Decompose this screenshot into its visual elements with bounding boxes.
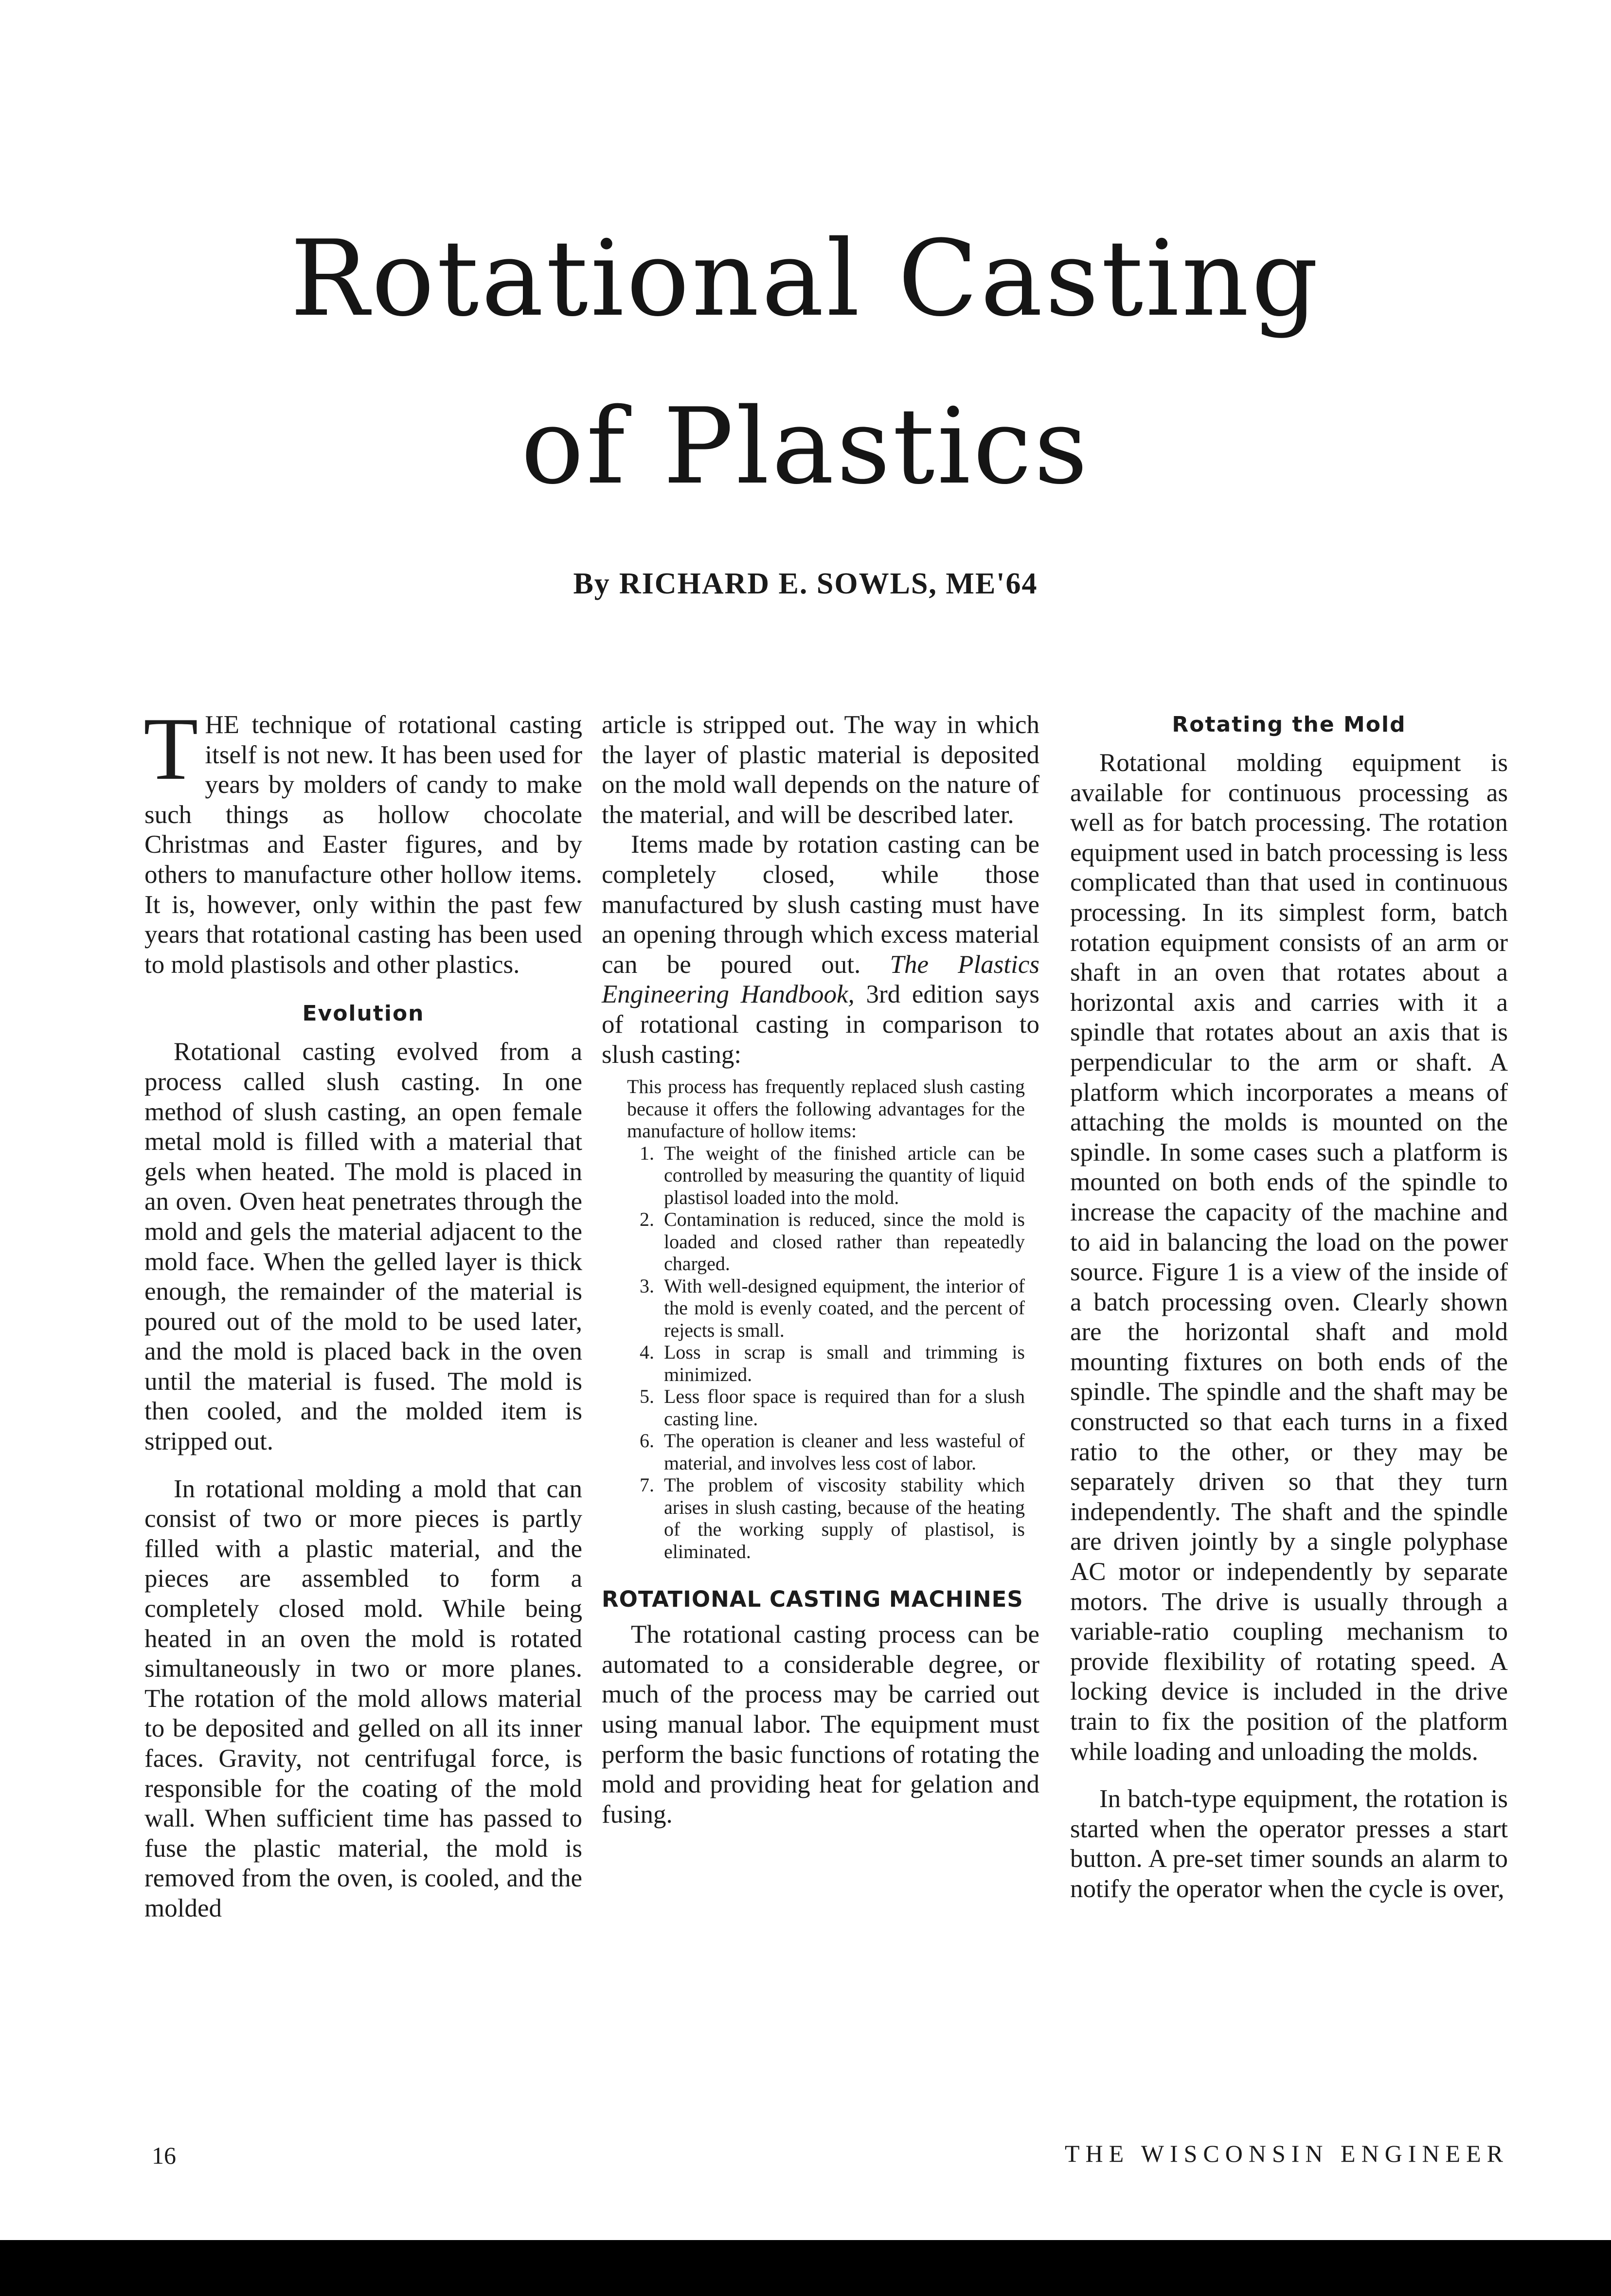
advantage-text: Loss in scrap is small and trimming is minimized. xyxy=(664,1341,1025,1385)
intro-text: HE technique of rotational casting itself is not new. It has been used for years by molders of candy to make such things as hollow chocolate Christmas and Easter figures, and by others to manufacture other hollow items. It is, however, only within the past few years that rotational casting has been used to mold plastisols and other plastics. xyxy=(144,711,582,979)
advantage-item xyxy=(627,1430,1025,1474)
handbook-title: The Plastics Engineering Handbook, xyxy=(602,950,1039,1009)
advantage-number: 3. xyxy=(640,1274,654,1297)
quote-intro: This process has frequently replaced slush casting because it offers the following advantages for the manufacture of hollow items: xyxy=(627,1076,1025,1142)
col2-p2-text-a: Items made by rotation casting can be completely closed, while those manufactured by slush casting must have an opening through which excess material can be poured out. xyxy=(602,830,1039,979)
advantage-item xyxy=(627,1341,1025,1385)
advantage-text: The problem of viscosity stability which arises in slush casting, because of the heating of the working supply of plastisol, is eliminated. xyxy=(664,1474,1025,1562)
byline-author: RICHARD E. SOWLS, ME'64 xyxy=(619,567,1038,600)
rotating-paragraph-2: In batch-type equipment, the rotation is started when the operator presses a start button. A pre-set timer sounds an alarm to notify the operator when the cycle is over, xyxy=(1070,1785,1508,1903)
heading-evolution: Evolution xyxy=(302,1001,425,1026)
advantage-item xyxy=(627,1385,1025,1430)
byline-by: By xyxy=(573,567,610,600)
column-3 xyxy=(1070,710,1508,1904)
col2-paragraph-2 xyxy=(602,830,1039,1070)
advantage-number: 5. xyxy=(640,1385,654,1408)
evolution-paragraph-1: Rotational casting evolved from a process called slush casting. In one method of slush casting, an open female metal mold is filled with a material that gels when heated. The mold is placed in an oven. Oven heat penetrates through the mold and gels the material adjacent to the mold face. When the gelled layer is thick enough, the remainder of the material is poured out of the mold to be used later, and the mold is placed back in the oven until the material is fused. The mold is then cooled, and the molded item is stripped out. xyxy=(144,1038,582,1456)
drop-cap: T xyxy=(143,699,198,798)
advantage-item xyxy=(627,1208,1025,1275)
page-number: 16 xyxy=(152,2142,176,2169)
advantage-text: The weight of the finished article can be controlled by measuring the quantity of liquid plastisol loaded into the mold. xyxy=(664,1142,1025,1208)
evolution-paragraph-2: In rotational molding a mold that can consist of two or more pieces is partly filled with a plastic material, and the pieces are assembled to form a completely closed mold. While being heated in an oven the mold is rotated simultaneously in two or more planes. The rotation of the mold allows material to be deposited and gelled on all its inner faces. Gravity, not centrifugal force, is responsible for the coating of the mold wall. When sufficient time has passed to fuse the plastic material, the mold is removed from the oven, is cooled, and the molded xyxy=(144,1474,582,1922)
rotating-paragraph-1: Rotational molding equipment is available for continuous processing as well as for batch processing. The rotation equipment used in batch processing is less complicated than that used in continuous processing. In its simplest form, batch rotation equipment consists of an arm or shaft in an oven that rotates about a horizontal axis and carries with it a spindle that rotates about an axis that is perpendicular to the arm or shaft. A platform which incorporates a means of attaching the molds is mounted on the spindle. In some cases such a platform is mounted on both ends of the spindle to increase the capacity of the machine and to aid in balancing the load on the power source. Figure 1 is a view of the inside of a batch processing oven. Clearly shown are the horizontal shaft and mold mounting fixtures on both ends of the spindle. The spindle and the shaft may be constructed so that each turns in a fixed ratio to the other, or they may be separately driven so that they turn independently. The shaft and the spindle are driven jointly by a single polyphase AC motor or independently by separate motors. The drive is usually through a variable-ratio coupling mechanism to provide flexibility of rotating speed. A locking device is included in the drive train to fix the position of the platform while loading and unloading the molds. xyxy=(1070,749,1508,1766)
article-title xyxy=(0,195,1611,530)
col2-p2-text-b: 3rd edition says of rotational casting in comparison to slush casting: xyxy=(602,980,1040,1069)
column-2 xyxy=(602,710,1039,1830)
advantage-number: 7. xyxy=(640,1474,654,1496)
title-line-2: of Plastics xyxy=(520,385,1091,507)
intro-paragraph xyxy=(143,699,582,980)
machines-paragraph: The rotational casting process can be automated to a considerable degree, or much of the process may be carried out using manual labor. The equipment must perform the basic functions of rotating the mold and providing heat for gelation and fusing. xyxy=(602,1620,1039,1829)
advantage-text: Less floor space is required than for a slush casting line. xyxy=(664,1385,1025,1430)
advantage-text: With well-designed equipment, the interior of the mold is evenly coated, and the percent of rejects is small. xyxy=(664,1274,1025,1341)
advantage-number: 1. xyxy=(640,1142,654,1164)
heading-rotational-casting-machines: ROTATIONAL CASTING MACHINES xyxy=(602,1586,1023,1613)
advantage-number: 6. xyxy=(640,1430,654,1452)
journal-name: THE WISCONSIN ENGINEER xyxy=(1064,2140,1509,2167)
advantage-number: 4. xyxy=(640,1341,654,1363)
title-line-1: Rotational Casting xyxy=(290,217,1321,340)
column-1 xyxy=(143,699,582,1924)
heading-rotating-the-mold: Rotating the Mold xyxy=(1172,712,1406,737)
scan-border xyxy=(0,2240,1611,2296)
advantage-item xyxy=(627,1142,1025,1209)
col2-paragraph-1: article is stripped out. The way in which the layer of plastic material is deposited on the mold wall depends on the nature of the material, and will be described later. xyxy=(602,711,1039,829)
advantage-text: The operation is cleaner and less wasteful of material, and involves less cost of labor. xyxy=(664,1430,1025,1474)
advantage-text: Contamination is reduced, since the mold is loaded and closed rather than repeatedly charged. xyxy=(664,1208,1025,1275)
byline xyxy=(0,567,1611,601)
advantage-item xyxy=(627,1275,1025,1342)
advantages-list xyxy=(627,1142,1025,1563)
advantage-number: 2. xyxy=(640,1208,654,1231)
advantage-item xyxy=(627,1474,1025,1562)
